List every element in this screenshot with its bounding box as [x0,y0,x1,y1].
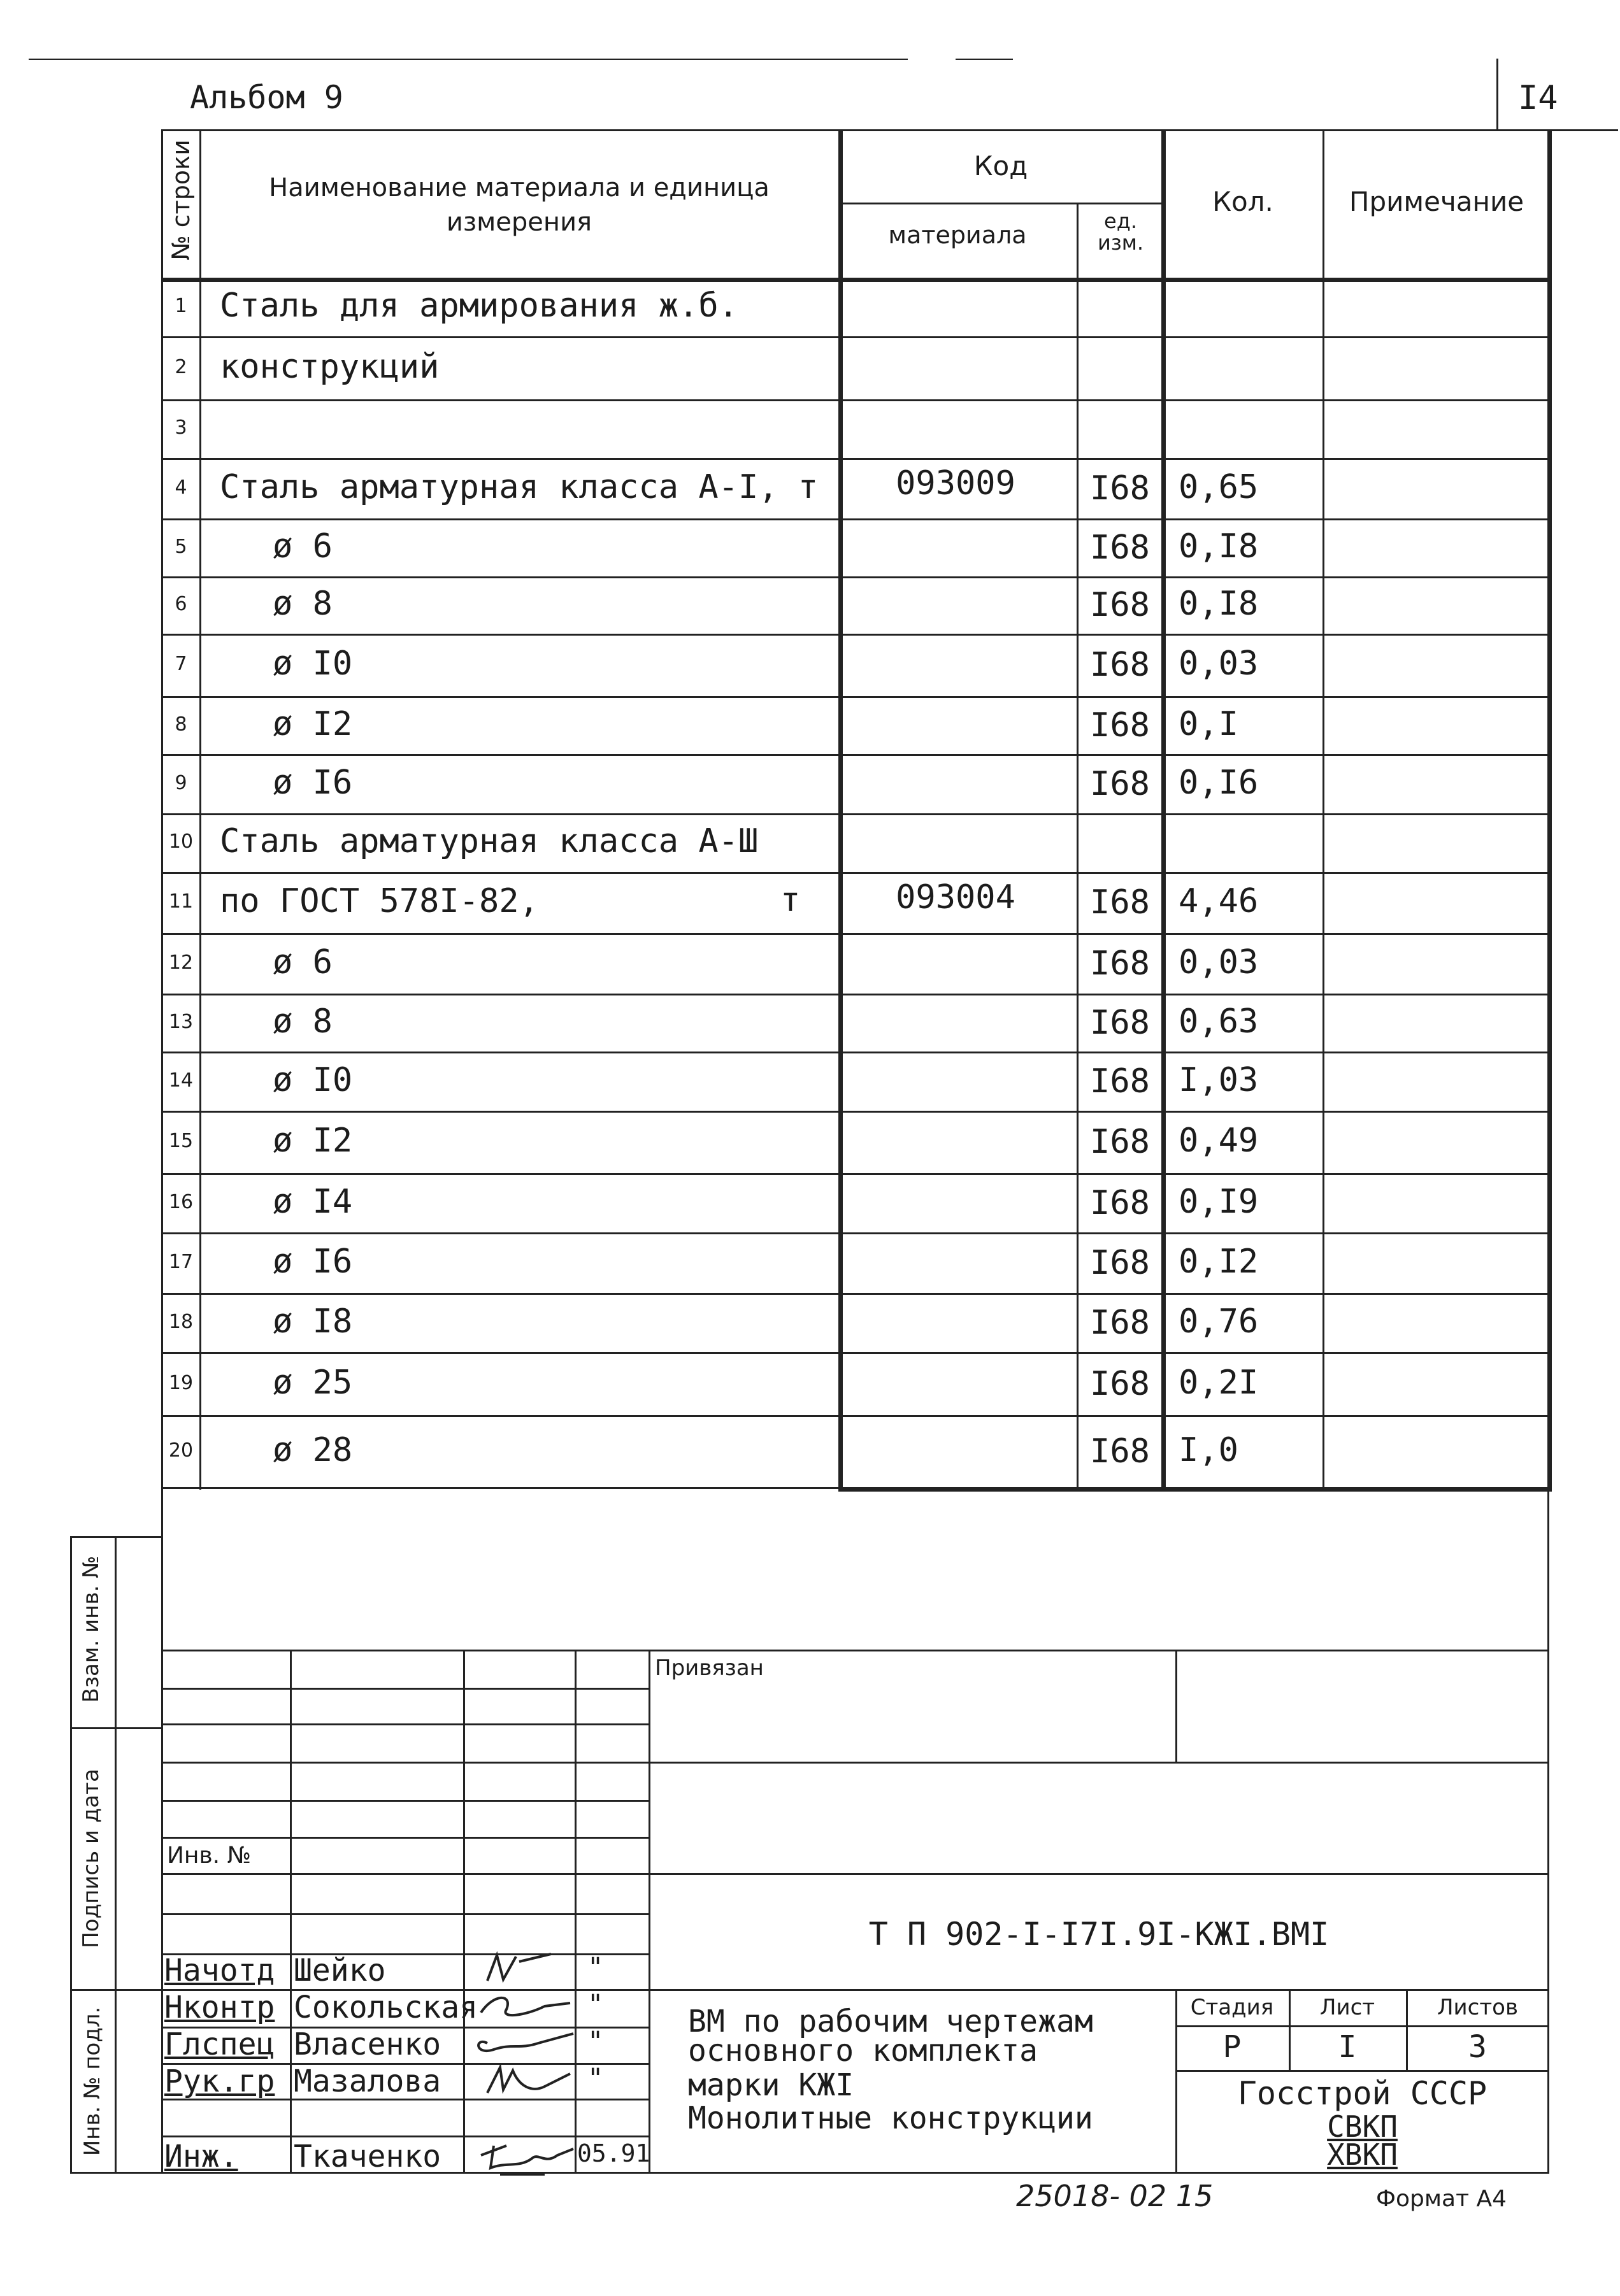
header-note: Примечание [1349,186,1524,217]
page-number-divider [1496,59,1498,130]
row-number: 19 [168,1371,194,1394]
role-glspets: Глспец [164,2027,275,2062]
row-name: ø I2 [273,704,353,743]
row-name: Сталь для армирования ж.б. [220,287,738,325]
name-sheyko: Шейко [294,1953,386,1988]
row-number: 4 [175,476,187,499]
doc-code: Т П 902-I-I7I.9I-КЖI.ВМI [868,1916,1330,1953]
row-unit: I68 [1090,1003,1150,1042]
side-stamp-inner-line [115,1536,117,2173]
row-qty: 0,63 [1179,1002,1259,1041]
row-unit: I68 [1090,528,1150,567]
row-name: ø I6 [273,1242,353,1281]
top-rule-fragment [956,59,1013,60]
row-name: Сталь арматурная класса А-Ш [220,822,759,860]
row-name: ø 28 [273,1430,353,1469]
row-divider [161,576,1550,578]
row-divider [161,994,1550,995]
row-unit: I68 [1090,706,1150,745]
tb-row-g [161,1913,650,1915]
row-qty: 0,76 [1179,1302,1259,1341]
row-unit: I68 [1090,469,1150,508]
handwritten-archive-number: 25018- 02 15 [1016,2179,1214,2213]
row-qty: 0,03 [1179,943,1259,981]
table-top-line [161,129,1550,131]
signature-vlasenko [468,2024,577,2062]
row-number: 20 [168,1439,194,1462]
name-code-divider [838,129,843,1490]
row-divider [161,754,1550,756]
tb-row-a [161,1688,650,1690]
format-label: Формат А4 [1376,2186,1507,2212]
row-name: ø 8 [273,585,333,623]
row-number: 7 [175,653,187,675]
row-number: 12 [168,951,194,974]
row-unit: I68 [1090,1303,1150,1342]
row-number: 16 [168,1190,194,1213]
date-nkontr: " [587,1988,604,2020]
sheet-value: I [1338,2029,1357,2065]
header-code: Код [973,150,1028,182]
album-label: Альбом 9 [190,79,343,116]
row-name: ø I6 [273,763,353,802]
row-qty: 0,2I [1179,1363,1259,1402]
name-mazalova: Мазалова [294,2064,441,2099]
row-qty: 0,I8 [1179,585,1259,623]
date-inzh: 05.91 [577,2139,650,2167]
row-unit: I68 [1090,1432,1150,1471]
row-divider [161,458,1550,460]
row-name: по ГОСТ 578I-82, [220,882,539,920]
row-number: 6 [175,593,187,615]
signature-mazalova [468,2061,577,2106]
header-qty: Кол. [1212,186,1273,217]
date-nachotd: " [587,1951,604,1983]
row-divider [161,336,1550,338]
row-number: 17 [168,1250,194,1273]
date-glspets: " [587,2025,604,2057]
tb-row-e [161,1837,650,1839]
row-number: 8 [175,713,187,736]
doc-title-line-3: марки КЖI [688,2067,854,2103]
name-tkachenko: Ткаченко [294,2139,441,2174]
row-number: 11 [168,890,194,913]
org-line-2: СВКП [1327,2109,1398,2144]
role-rukgr: Рук.гр [164,2064,275,2099]
row-qty: I,0 [1179,1430,1238,1469]
stage-label: Стадия [1190,1995,1274,2020]
code-split-line [838,203,1163,204]
unit-qty-divider [1161,129,1166,1490]
left-frame-line [161,129,163,2173]
header-row-no: № строки [167,139,195,260]
top-rule [29,59,908,60]
row-divider [161,872,1550,874]
tb-row-f [161,1873,1549,1875]
role-nkontr: Нконтр [164,1990,275,2025]
row-qty: 4,46 [1179,882,1259,920]
page-number: I4 [1518,79,1558,117]
row-unit: I68 [1090,586,1150,624]
privyazan-bottom [649,1762,1549,1764]
row-number: 1 [175,295,187,317]
tb-row-d [161,1800,650,1802]
org-line-3: ХВКП [1327,2137,1398,2172]
row-name: ø I8 [273,1302,353,1341]
signature-sheyko [468,1949,570,1987]
row-name: конструкций [220,347,440,386]
header-material: материала [888,221,1027,249]
privyazan-label: Привязан [655,1655,764,1681]
row-unit: I68 [1090,764,1150,803]
row-divider [161,1111,1550,1113]
row-qty: 0,I8 [1179,527,1259,566]
row-name: ø 6 [273,527,333,566]
doc-title-line-1: ВМ по рабочим чертежам [688,2004,1093,2039]
row-divider [161,634,1550,636]
row-qty: 0,I9 [1179,1182,1259,1221]
row-code: 093009 [896,464,1015,503]
header-name: Наименование материала и единица измерения [269,173,770,237]
tb-top-line [161,1650,1549,1651]
stage-value: Р [1222,2029,1242,2065]
row-number: 14 [168,1069,194,1092]
name-vlasenko: Власенко [294,2027,441,2062]
row-divider [161,1293,1550,1295]
row-unit: I68 [1090,883,1150,922]
stage-bottom-line [1175,2070,1549,2072]
tb-col1 [290,1650,292,2172]
date-rukgr: " [587,2062,604,2093]
signature-tkachenko [468,2136,577,2181]
row-unit: I68 [1090,1062,1150,1101]
inv-podl-label: Инв. № подл. [80,2006,105,2157]
tb-col4 [649,1650,650,2172]
code-unit-divider [1077,204,1079,1490]
row-name: ø I4 [273,1182,353,1221]
row-name: ø I0 [273,645,353,683]
side-stamp-outer-line [70,1536,72,2173]
row-name-unit: т [780,881,801,919]
header-bottom-line [161,278,1552,282]
doc-title-line-2: основного комплекта [688,2033,1038,2069]
stage-header-line [1175,2025,1549,2027]
org-line-1: Госстрой СССР [1237,2075,1487,2112]
privyazan-divider [1175,1650,1177,1762]
row-name: ø I2 [273,1122,353,1160]
row-number: 2 [175,355,187,378]
role-nachotd: Начотд [164,1953,275,1988]
podpis-data-label: Подпись и дата [78,1769,104,1948]
row-divider [161,518,1550,520]
row-qty: 0,49 [1179,1122,1259,1160]
row-qty: 0,I [1179,704,1238,743]
row-number: 13 [168,1010,194,1033]
row-name: ø 6 [273,943,333,981]
row-divider [161,399,1550,401]
table-bottom-left-line [161,1487,840,1489]
row-divider [161,1352,1550,1354]
row-unit: I68 [1090,1123,1150,1161]
row-qty: 0,65 [1179,467,1259,506]
row-unit: I68 [1090,646,1150,684]
inv-no-label: Инв. № [167,1843,252,1869]
header-unit: ед. изм. [1097,209,1144,255]
row-qty: I,03 [1179,1060,1259,1099]
row-unit: I68 [1090,944,1150,983]
row-divider [161,1232,1550,1234]
right-frame-line [1547,129,1552,1491]
row-name: ø I0 [273,1060,353,1099]
row-unit: I68 [1090,1243,1150,1282]
row-number: 18 [168,1310,194,1333]
tb-row-c [161,1762,650,1764]
row-divider [161,1173,1550,1175]
tb-row-b [161,1723,650,1725]
tb-col2 [463,1650,465,2172]
doc-title-line-4: Монолитные конструкции [688,2100,1093,2136]
row-name: Сталь арматурная класса А-I, т [220,467,819,506]
row-divider [161,1415,1550,1417]
row-divider [161,813,1550,815]
row-divider [161,696,1550,698]
row-number: 5 [175,535,187,558]
role-inzh: Инж. [164,2139,238,2174]
row-code: 093004 [896,878,1015,916]
row-divider [161,1052,1550,1053]
sheets-label: Листов [1437,1995,1518,2020]
row-qty: 0,I6 [1179,763,1259,802]
row-qty: 0,I2 [1179,1242,1259,1281]
sheets-value: 3 [1468,2029,1487,2065]
vzam-inv-label: Взам. инв. № [78,1555,104,1703]
row-unit: I68 [1090,1183,1150,1222]
table-bottom-line [838,1487,1552,1492]
row-qty: 0,03 [1179,645,1259,683]
row-number: 3 [175,417,187,439]
qty-note-divider [1323,129,1324,1490]
signature-sokolskaya [468,1987,577,2025]
row-unit: I68 [1090,1364,1150,1403]
row-divider [161,933,1550,935]
row-number: 15 [168,1130,194,1152]
sheet-label: Лист [1319,1995,1375,2020]
rownum-divider [199,129,201,1490]
name-sokolskaya: Сокольская [294,1990,478,2025]
row-number: 10 [168,831,194,853]
row-name: ø 8 [273,1002,333,1041]
tb-row-m [161,2136,650,2137]
row-name: ø 25 [273,1363,353,1402]
row-number: 9 [175,771,187,794]
